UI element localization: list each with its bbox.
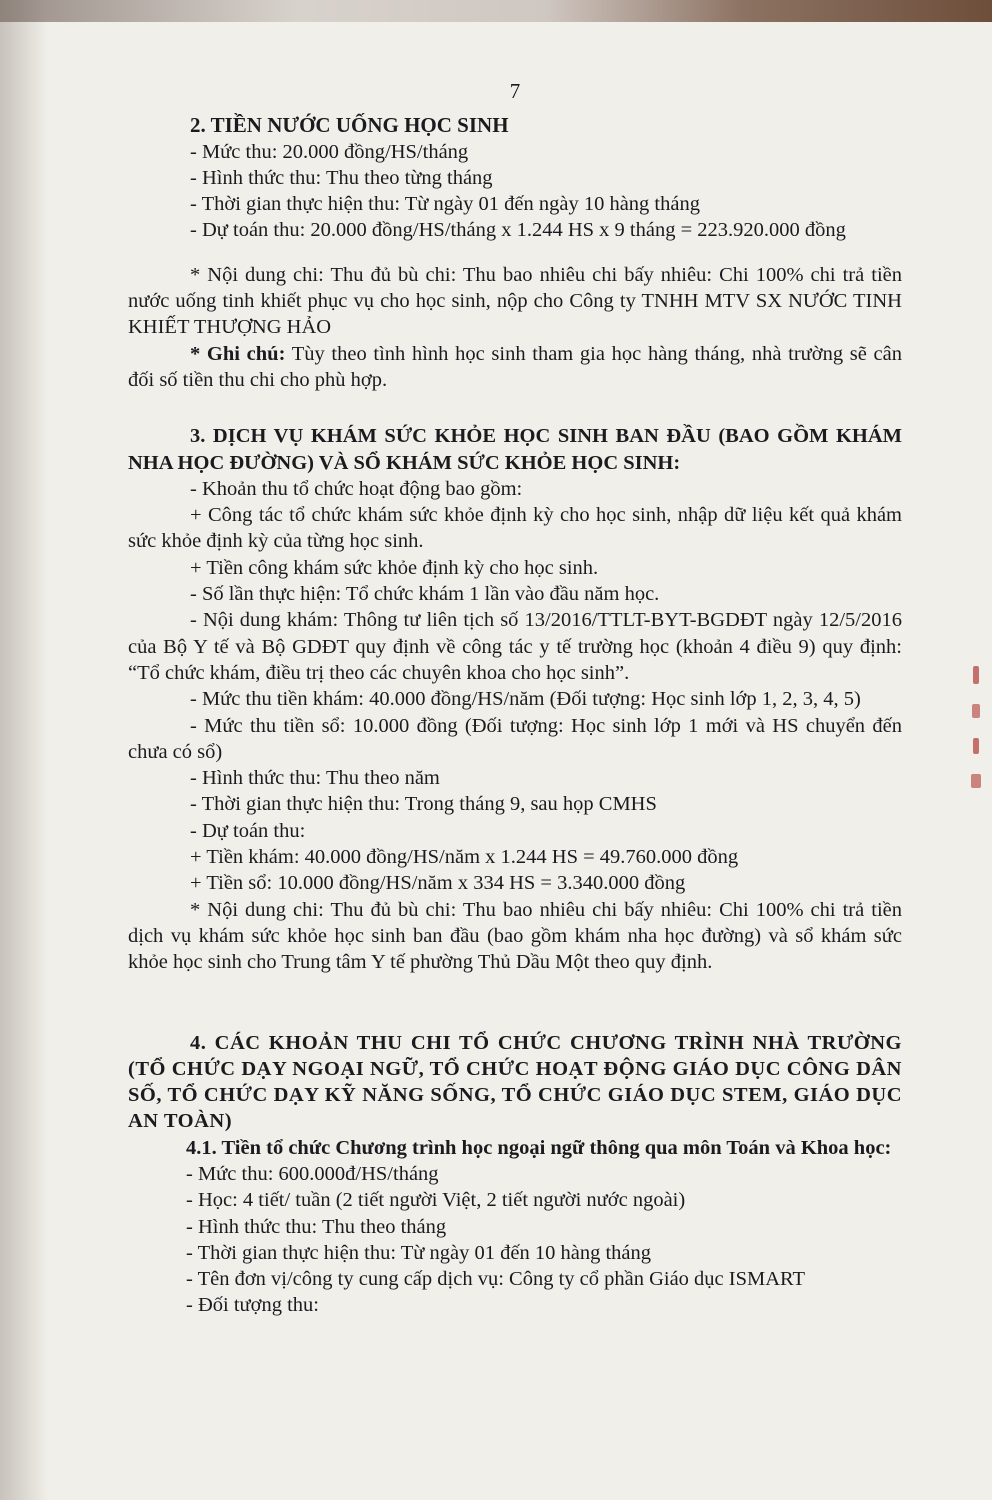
section2-note-label: * Ghi chú: — [190, 342, 286, 365]
section2-period: - Thời gian thực hiện thu: Từ ngày 01 đến ngày 10 hàng tháng — [190, 193, 700, 216]
section3-content: - Nội dung khám: Thông tư liên tịch số 13/2016/TTLT-BYT-BGDĐT ngày 12/5/2016 của Bộ Y tế và Bộ GDĐT quy định về công tác y tế trường học (khoản 4 điều 9) quy định: “Tổ chức khám, điều trị theo các chuyên khoa cho học sinh”. — [128, 609, 902, 684]
section3-times: - Số lần thực hiện: Tổ chức khám 1 lần vào đầu năm học. — [190, 583, 660, 606]
section4-1-title: 4.1. Tiền tổ chức Chương trình học ngoại ngữ thông qua môn Toán và Khoa học: — [186, 1136, 892, 1159]
section2-estimate: - Dự toán thu: 20.000 đồng/HS/tháng x 1.244 HS x 9 tháng = 223.920.000 đồng — [190, 219, 846, 242]
section3-fee-book: - Mức thu tiền sổ: 10.000 đồng (Đối tượng: Học sinh lớp 1 mới và HS chuyển đến chưa có sổ) — [128, 714, 902, 763]
section3-activities-intro: - Khoản thu tổ chức hoạt động bao gồm: — [190, 477, 523, 500]
section4-1-fee: - Mức thu: 600.000đ/HS/tháng — [186, 1162, 439, 1185]
section4-1-target: - Đối tượng thu: — [186, 1294, 319, 1317]
section3-activity-2: + Tiền công khám sức khỏe định kỳ cho học sinh. — [190, 556, 599, 579]
section3-activity-1: + Công tác tổ chức khám sức khỏe định kỳ cho học sinh, nhập dữ liệu kết quả khám sức khỏe định kỳ của từng học sinh. — [128, 504, 902, 553]
section3-estimate-exam: + Tiền khám: 40.000 đồng/HS/năm x 1.244 HS = 49.760.000 đồng — [190, 846, 739, 869]
section4-1-method: - Hình thức thu: Thu theo tháng — [186, 1215, 447, 1238]
photo-top-edge — [0, 0, 992, 22]
section3-fee-exam: - Mức thu tiền khám: 40.000 đồng/HS/năm (Đối tượng: Học sinh lớp 1, 2, 3, 4, 5) — [190, 688, 861, 711]
section4-1-period: - Thời gian thực hiện thu: Từ ngày 01 đến 10 hàng tháng — [186, 1241, 652, 1264]
section2-method: - Hình thức thu: Thu theo từng tháng — [190, 166, 493, 189]
section3-estimate-book: + Tiền sổ: 10.000 đồng/HS/năm x 334 HS = 3.340.000 đồng — [190, 872, 686, 895]
section2-note — [128, 341, 902, 394]
section4-1-provider: - Tên đơn vị/công ty cung cấp dịch vụ: Công ty cổ phần Giáo dục ISMART — [186, 1268, 806, 1291]
section2-title: 2. TIỀN NƯỚC UỐNG HỌC SINH — [190, 113, 509, 138]
section3-method: - Hình thức thu: Thu theo năm — [190, 767, 440, 790]
section4-title: 4. CÁC KHOẢN THU CHI TỔ CHỨC CHƯƠNG TRÌNH NHÀ TRƯỜNG (TỔ CHỨC DẠY NGOẠI NGỮ, TỔ CHỨC HOẠT ĐỘNG GIÁO DỤC CÔNG DÂN SỐ, TỔ CHỨC DẠY KỸ NĂNG SỐNG, TỔ CHỨC GIÁO DỤC STEM, GIÁO DỤC AN TOÀN) — [128, 1031, 902, 1133]
document-page — [128, 78, 902, 1319]
section2-fee: - Mức thu: 20.000 đồng/HS/tháng — [190, 140, 469, 163]
red-stamp-fragment — [964, 660, 988, 840]
section3-title: 3. DỊCH VỤ KHÁM SỨC KHỎE HỌC SINH BAN ĐẦU (BAO GỒM KHÁM NHA HỌC ĐƯỜNG) VÀ SỔ KHÁM SỨC KHỎE HỌC SINH: — [128, 425, 902, 474]
section2-expense: * Nội dung chi: Thu đủ bù chi: Thu bao nhiêu chi bấy nhiêu: Chi 100% chi trả tiền nước uống tinh khiết phục vụ cho học sinh, nộp cho Công ty TNHH MTV SX NƯỚC TINH KHIẾT THƯỢNG HẢO — [128, 263, 902, 339]
section3-estimate-label: - Dự toán thu: — [190, 819, 306, 842]
section3-expense: * Nội dung chi: Thu đủ bù chi: Thu bao nhiêu chi bấy nhiêu: Chi 100% chi trả tiền dịch vụ khám sức khỏe học sinh ban đầu (bao gồm khám nha học đường) và sổ khám sức khỏe học sinh cho Trung tâm Y tế phường Thủ Dầu Một theo quy định. — [128, 898, 902, 974]
photo-left-shadow — [0, 0, 48, 1500]
page-number: 7 — [509, 79, 521, 103]
section4-1-lessons: - Học: 4 tiết/ tuần (2 tiết người Việt, 2 tiết người nước ngoài) — [186, 1189, 686, 1212]
section3-period: - Thời gian thực hiện thu: Trong tháng 9, sau họp CMHS — [190, 793, 657, 816]
section2-note-text: Tùy theo tình hình học sinh tham gia học hàng tháng, nhà trường sẽ cân đối số tiền thu chi cho phù hợp. — [128, 342, 902, 391]
